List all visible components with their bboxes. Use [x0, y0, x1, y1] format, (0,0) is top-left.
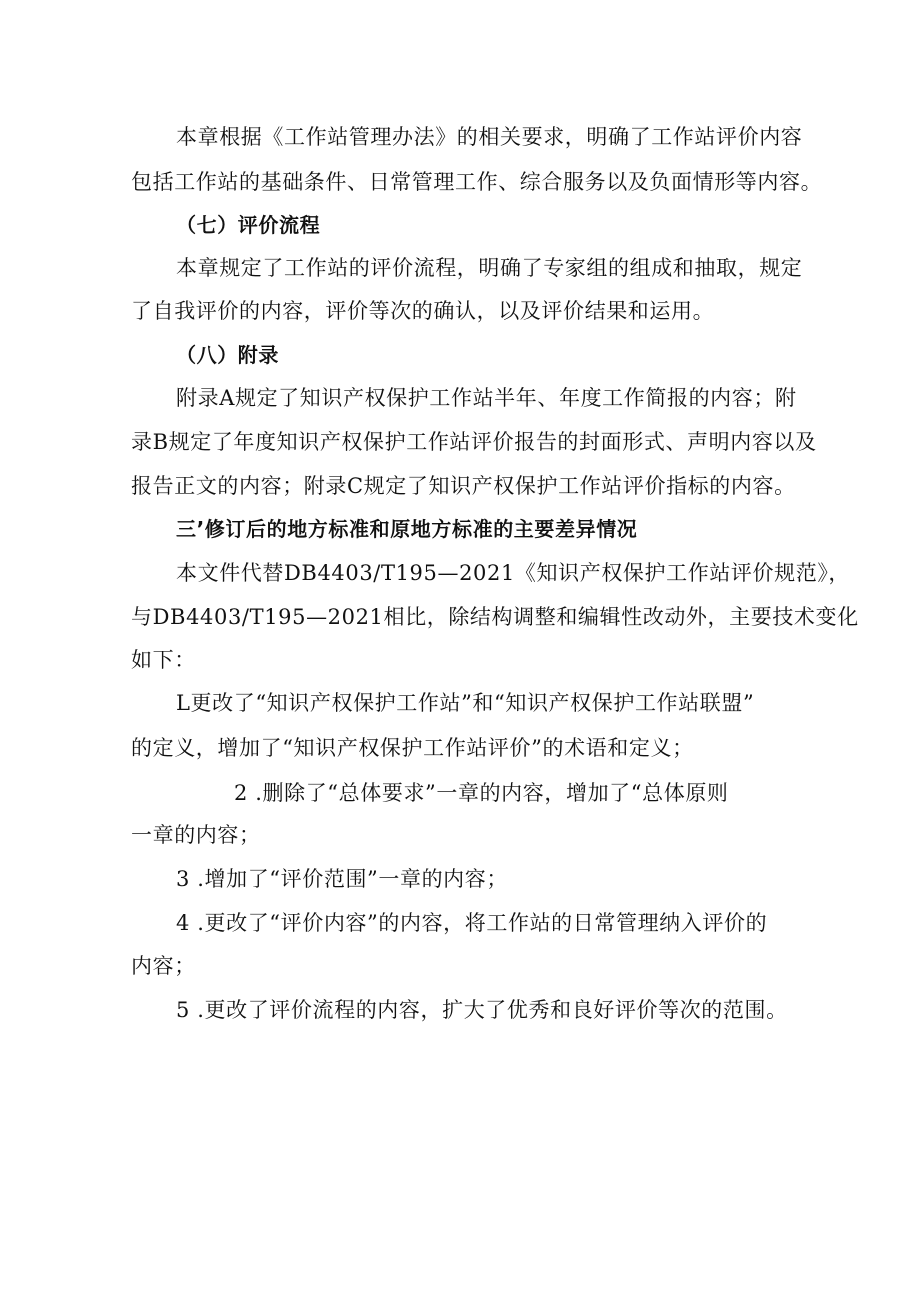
text-line: 本章根据《工作站管理办法》的相关要求，明确了工作站评价内容	[176, 125, 803, 149]
text-line: 本文件代替DB4403/T195—2021《知识产权保护工作站评价规范》，	[176, 561, 851, 585]
list-item-5: 5 .更改了评价流程的内容，扩大了优秀和良好评价等次的范围。	[176, 998, 788, 1022]
section-heading-3: 三’修订后的地方标准和原地方标准的主要差异情况	[176, 517, 638, 541]
text-line: 一章的内容；	[131, 823, 261, 847]
list-item-4: 4 .更改了“评价内容”的内容，将工作站的日常管理纳入评价的	[176, 911, 768, 935]
text-line: 包括工作站的基础条件、日常管理工作、综合服务以及负面情形等内容。	[131, 170, 823, 194]
section-heading-8: （八）附录	[176, 343, 279, 367]
section-heading-7: （七）评价流程	[176, 213, 321, 237]
text-line: 本章规定了工作站的评价流程，明确了专家组的组成和抽取，规定	[176, 256, 803, 280]
text-line: 报告正文的内容；附录C规定了知识产权保护工作站评价指标的内容。	[131, 474, 796, 498]
list-item-2: 2 .删除了“总体要求”一章的内容，增加了“总体原则	[234, 781, 729, 805]
text-line: 录B规定了年度知识产权保护工作站评价报告的封面形式、声明内容以及	[131, 430, 817, 454]
text-line: 的定义，增加了“知识产权保护工作站评价”的术语和定义；	[131, 736, 694, 760]
list-item-3: 3 .增加了“评价范围”一章的内容；	[176, 867, 508, 891]
text-line: 了自我评价的内容，评价等次的确认，以及评价结果和运用。	[131, 299, 715, 323]
text-line: 如下：	[131, 648, 196, 672]
text-line: 与DB4403/T195—2021相比，除结构调整和编辑性改动外，主要技术变化	[131, 605, 859, 629]
list-item-1: L更改了“知识产权保护工作站”和“知识产权保护工作站联盟”	[176, 691, 755, 715]
text-line: 内容；	[131, 954, 196, 978]
text-line: 附录A规定了知识产权保护工作站半年、年度工作简报的内容；附	[176, 386, 797, 410]
